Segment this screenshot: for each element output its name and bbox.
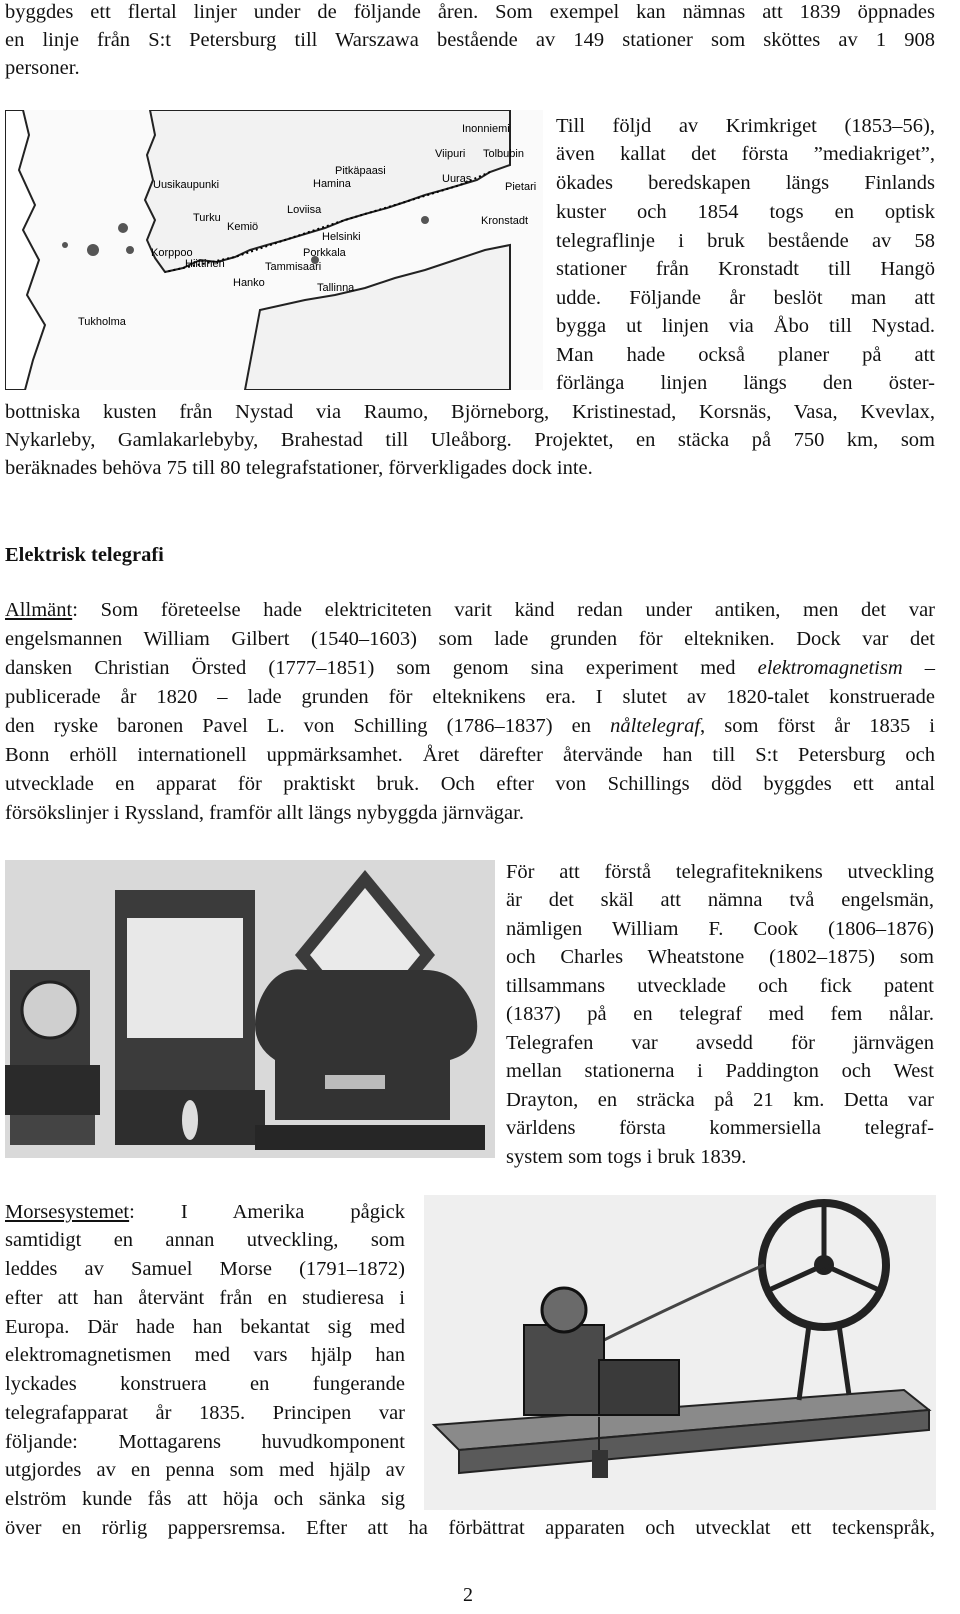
morse-first-text: : I Amerika pågick [129,1201,405,1223]
morse-line-11: elström kunde fås att höja och sänka sig [5,1488,405,1510]
allmant-line-3 [5,654,935,682]
morse-line-3: leddes av Samuel Morse (1791–1872) [5,1258,405,1280]
morse-line-2: samtidigt en annan utveckling, som [5,1229,405,1251]
allmant-line-6: Bonn erhöll internationell uppmärksamhet. Året därefter återvände han till S:t Petersburg och [5,744,935,766]
allmant-line-1 [5,596,935,624]
cook-line-5: tillsammans utvecklade och fick patent [506,975,934,997]
allmant-first-text: : Som företeelse hade elektriciteten varit känd redan under antiken, men det var [72,599,935,621]
cook-line-1: För att förstå telegrafiteknikens utveckling [506,861,934,883]
crimea-line-3: ökades beredskapen längs Finlands [556,172,935,194]
cook-line-10: världens första kommersiella telegraf- [506,1117,934,1139]
intro-line-2: en linje från S:t Petersburg till Warszawa bestående av 149 stationer som sköttes av 1 908 [5,29,935,51]
map-label-tammisaari: Tammisaari [265,261,322,273]
map-label-kemio: Kemiö [227,221,259,233]
map-label-korppoo: Korppoo [151,247,193,259]
page-number: 2 [463,1584,473,1606]
cook-line-4: och Charles Wheatstone (1802–1875) som [506,946,934,968]
map-label-hiittinen: Hiittinen [185,258,225,270]
allmant-line-5-b: , som först år 1835 i [700,715,935,737]
crimea-full-line-3: beräknades behöva 75 till 80 telegrafstationer, förverkligades dock inte. [5,457,593,479]
map-label-hamina: Hamina [313,178,351,190]
needle-telegraph-drawing [5,860,495,1158]
cook-line-7: Telegrafen var avsedd för järnvägen [506,1032,934,1054]
crimea-line-7: udde. Följande år beslöt man att [556,287,935,309]
cook-line-9: Drayton, en sträcka på 21 km. Detta var [506,1089,934,1111]
map-drawing [5,110,543,390]
map-label-viipuri: Viipuri [435,148,466,160]
allmant-line-7: utvecklade en apparat för praktiskt bruk. Och efter von Schillings död byggdes ett antal [5,773,935,795]
crimea-full-line-2: Nykarleby, Gamlakarlebyby, Brahestad till Uleåborg. Projektet, en stäcka på 750 km, som [5,429,935,451]
map-label-tolbubin: Tolbubin [483,148,524,160]
morse-line-7: lyckades konstruera en fungerande [5,1373,405,1395]
cook-line-3: nämligen William F. Cook (1806–1876) [506,918,934,940]
crimea-line-10: förlänga linjen längs den öster- [556,372,935,394]
morse-label: Morsesystemet [5,1201,130,1223]
morse-last-line: över en rörlig pappersremsa. Efter att ha förbättrat apparaten och utvecklat ett teckenspråk, [5,1517,935,1539]
crimea-line-6: stationer från Kronstadt till Hangö [556,258,935,280]
crimea-line-1: Till följd av Krimkriget (1853–56), [556,115,935,137]
morse-apparatus-drawing [424,1195,936,1510]
allmant-line-5-a: den ryske baronen Pavel L. von Schilling (1786–1837) en [5,715,611,737]
intro-line-1: byggdes ett flertal linjer under de följande åren. Som exempel kan nämnas att 1839 öppnades [5,1,935,23]
map-label-tukholma: Tukholma [78,316,126,328]
crimea-line-9: Man hade också planer på att [556,344,935,366]
allmant-line-4: publicerade år 1820 – lade grunden för elteknikens era. I slutet av 1820-talet konstruerade [5,686,935,708]
allmant-line-2: engelsmannen William Gilbert (1540–1603) som lade grunden för eltekniken. Dock var det [5,628,935,650]
intro-line-3: personer. [5,57,80,79]
cook-line-8: mellan stationerna i Paddington och West [506,1060,934,1082]
crimea-full-line-1: bottniska kusten från Nystad via Raumo, Björneborg, Kristinestad, Korsnäs, Vasa, Kvevlax, [5,401,935,423]
finland-coast-map [5,110,543,390]
allmant-line-5-italic: nåltelegraf [610,715,701,737]
crimea-line-5: telegraflinje i bruk bestående av 58 [556,230,935,252]
morse-line-6: elektromagnetismen med vars hjälp han [5,1344,405,1366]
map-label-turku: Turku [193,212,221,224]
cook-line-11: system som togs i bruk 1839. [506,1146,747,1168]
allmant-line-3-italic: elektromagnetism [757,657,903,679]
map-label-uusikaupunki: Uusikaupunki [153,179,220,191]
allmant-line-5 [5,712,935,740]
map-label-pietari: Pietari [505,181,537,193]
morse-apparatus-illustration [424,1195,936,1510]
map-label-helsinki: Helsinki [322,231,361,243]
allmant-label: Allmänt [5,599,73,621]
morse-line-10: utgjordes av en penna som med hjälp av [5,1459,405,1481]
allmant-line-3-b: – [902,657,936,679]
map-label-porkkala: Porkkala [303,247,346,259]
morse-line-4: efter att han återvänt från en studieresa i [5,1287,405,1309]
morse-line-9: följande: Mottagarens huvudkomponent [5,1431,405,1453]
section-heading: Elektrisk telegrafi [5,544,164,566]
map-label-kronstadt: Kronstadt [481,215,529,227]
allmant-line-3-a: dansken Christian Örsted (1777–1851) som genom sina experiment med [5,657,758,679]
map-label-hanko: Hanko [233,277,265,289]
cook-line-2: är det skäl att nämna två engelsmän, [506,889,934,911]
cook-line-6: (1837) på en telegraf med fem nålar. [506,1003,934,1025]
morse-line-8: telegrafapparat år 1835. Principen var [5,1402,405,1424]
map-label-loviisa: Loviisa [287,204,322,216]
morse-line-1 [5,1198,405,1226]
allmant-line-8: försökslinjer i Ryssland, framför allt längs nybyggda järnvägar. [5,802,524,824]
map-label-uuras: Uuras [442,173,472,185]
crimea-line-8: bygga ut linjen via Åbo till Nystad. [556,315,935,337]
morse-line-5: Europa. Där hade han bekantat sig med [5,1316,405,1338]
map-label-tallinna: Tallinna [317,282,355,294]
map-label-pitkapaasi: Pitkäpaasi [335,165,386,177]
crimea-line-4: kuster och 1854 togs en optisk [556,201,935,223]
needle-telegraph-photo [5,860,495,1158]
crimea-line-2: även kallat det första ”mediakriget”, [556,143,935,165]
map-label-inonniemi: Inonniemi [462,123,510,135]
